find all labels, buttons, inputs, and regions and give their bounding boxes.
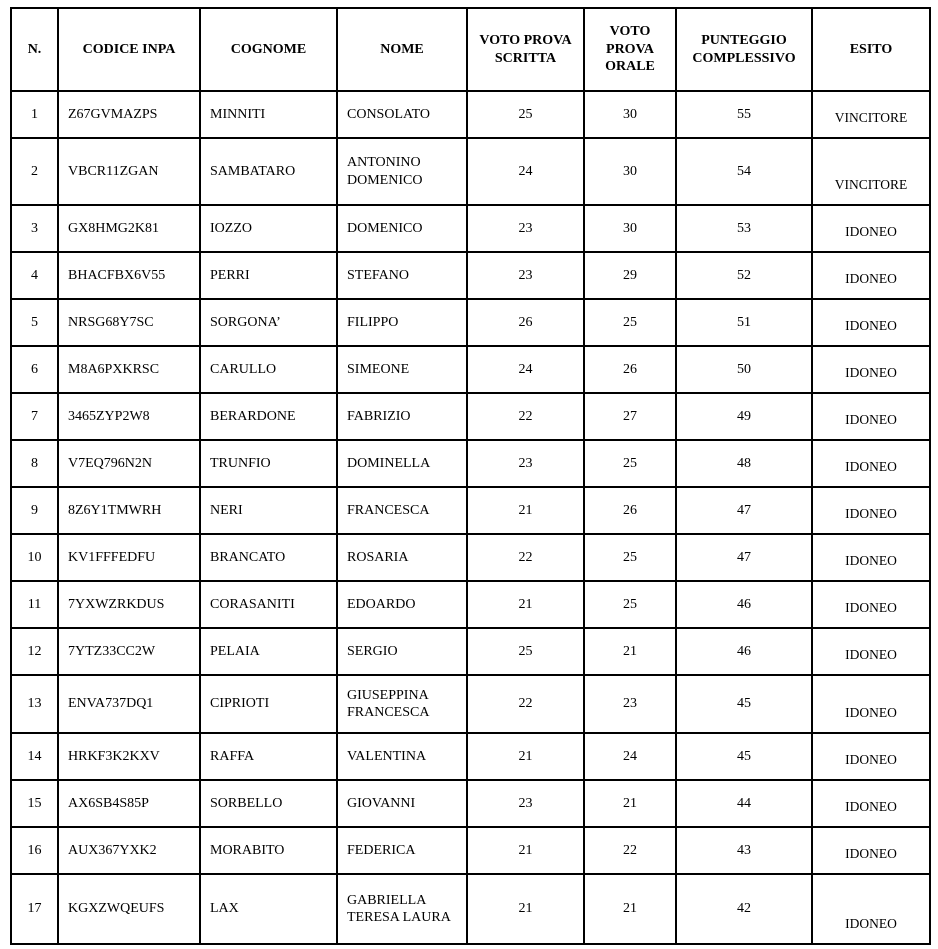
cell-cognome: BRANCATO bbox=[200, 534, 337, 581]
cell-voto_scritta: 25 bbox=[467, 628, 584, 675]
cell-voto_scritta: 21 bbox=[467, 874, 584, 944]
cell-nome: EDOARDO bbox=[337, 581, 467, 628]
header-punteggio-complessivo: PUNTEGGIO COMPLESSIVO bbox=[676, 8, 812, 91]
table-row bbox=[11, 205, 930, 252]
cell-voto_scritta: 25 bbox=[467, 91, 584, 138]
cell-nome: FABRIZIO bbox=[337, 393, 467, 440]
cell-voto_orale: 30 bbox=[584, 205, 676, 252]
cell-punteggio: 50 bbox=[676, 346, 812, 393]
cell-cognome: CIPRIOTI bbox=[200, 675, 337, 733]
cell-esito: IDONEO bbox=[812, 733, 930, 780]
cell-voto_orale: 25 bbox=[584, 299, 676, 346]
cell-esito: IDONEO bbox=[812, 205, 930, 252]
cell-codice: 7YTZ33CC2W bbox=[58, 628, 200, 675]
cell-codice: BHACFBX6V55 bbox=[58, 252, 200, 299]
cell-voto_orale: 21 bbox=[584, 874, 676, 944]
cell-nome: CONSOLATO bbox=[337, 91, 467, 138]
cell-voto_scritta: 21 bbox=[467, 487, 584, 534]
table-row bbox=[11, 440, 930, 487]
cell-n: 13 bbox=[11, 675, 58, 733]
header-voto-prova-scritta: VOTO PROVA SCRITTA bbox=[467, 8, 584, 91]
cell-codice: AX6SB4S85P bbox=[58, 780, 200, 827]
cell-nome: STEFANO bbox=[337, 252, 467, 299]
cell-codice: V7EQ796N2N bbox=[58, 440, 200, 487]
cell-n: 10 bbox=[11, 534, 58, 581]
table-row bbox=[11, 393, 930, 440]
cell-codice: ENVA737DQ1 bbox=[58, 675, 200, 733]
cell-voto_orale: 21 bbox=[584, 780, 676, 827]
table-header bbox=[11, 8, 930, 91]
cell-voto_orale: 30 bbox=[584, 91, 676, 138]
cell-punteggio: 55 bbox=[676, 91, 812, 138]
cell-nome: ANTONINO DOMENICO bbox=[337, 138, 467, 205]
cell-codice: KV1FFFEDFU bbox=[58, 534, 200, 581]
cell-nome: DOMINELLA bbox=[337, 440, 467, 487]
cell-punteggio: 46 bbox=[676, 628, 812, 675]
cell-nome: FRANCESCA bbox=[337, 487, 467, 534]
header-cognome: COGNOME bbox=[200, 8, 337, 91]
cell-codice: KGXZWQEUFS bbox=[58, 874, 200, 944]
cell-voto_scritta: 22 bbox=[467, 534, 584, 581]
cell-esito: IDONEO bbox=[812, 299, 930, 346]
header-voto-prova-orale: VOTO PROVA ORALE bbox=[584, 8, 676, 91]
cell-codice: VBCR11ZGAN bbox=[58, 138, 200, 205]
cell-cognome: RAFFA bbox=[200, 733, 337, 780]
cell-n: 17 bbox=[11, 874, 58, 944]
cell-voto_orale: 22 bbox=[584, 827, 676, 874]
cell-cognome: MORABITO bbox=[200, 827, 337, 874]
cell-nome: GIOVANNI bbox=[337, 780, 467, 827]
cell-voto_scritta: 23 bbox=[467, 252, 584, 299]
cell-nome: GABRIELLA TERESA LAURA bbox=[337, 874, 467, 944]
cell-n: 5 bbox=[11, 299, 58, 346]
results-tbody bbox=[11, 91, 930, 944]
cell-n: 7 bbox=[11, 393, 58, 440]
cell-voto_scritta: 22 bbox=[467, 393, 584, 440]
cell-cognome: NERI bbox=[200, 487, 337, 534]
cell-voto_scritta: 21 bbox=[467, 827, 584, 874]
header-esito: ESITO bbox=[812, 8, 930, 91]
cell-esito: IDONEO bbox=[812, 675, 930, 733]
cell-voto_orale: 29 bbox=[584, 252, 676, 299]
table-row bbox=[11, 581, 930, 628]
cell-punteggio: 53 bbox=[676, 205, 812, 252]
cell-codice: HRKF3K2KXV bbox=[58, 733, 200, 780]
results-table bbox=[10, 7, 931, 945]
cell-esito: IDONEO bbox=[812, 487, 930, 534]
cell-n: 2 bbox=[11, 138, 58, 205]
cell-n: 8 bbox=[11, 440, 58, 487]
cell-n: 14 bbox=[11, 733, 58, 780]
cell-cognome: SAMBATARO bbox=[200, 138, 337, 205]
cell-voto_scritta: 22 bbox=[467, 675, 584, 733]
cell-voto_scritta: 26 bbox=[467, 299, 584, 346]
cell-esito: IDONEO bbox=[812, 827, 930, 874]
cell-punteggio: 45 bbox=[676, 733, 812, 780]
cell-cognome: CARULLO bbox=[200, 346, 337, 393]
cell-punteggio: 44 bbox=[676, 780, 812, 827]
table-row bbox=[11, 628, 930, 675]
cell-voto_scritta: 23 bbox=[467, 440, 584, 487]
cell-esito: IDONEO bbox=[812, 440, 930, 487]
cell-cognome: LAX bbox=[200, 874, 337, 944]
cell-voto_orale: 26 bbox=[584, 346, 676, 393]
header-codice-inpa: CODICE INPA bbox=[58, 8, 200, 91]
cell-voto_scritta: 24 bbox=[467, 138, 584, 205]
cell-punteggio: 47 bbox=[676, 534, 812, 581]
cell-cognome: TRUNFIO bbox=[200, 440, 337, 487]
table-row bbox=[11, 733, 930, 780]
cell-nome: GIUSEPPINA FRANCESCA bbox=[337, 675, 467, 733]
cell-voto_orale: 25 bbox=[584, 440, 676, 487]
cell-n: 3 bbox=[11, 205, 58, 252]
table-row bbox=[11, 534, 930, 581]
table-row bbox=[11, 346, 930, 393]
cell-n: 16 bbox=[11, 827, 58, 874]
cell-codice: 3465ZYP2W8 bbox=[58, 393, 200, 440]
header-row bbox=[11, 8, 930, 91]
table-row bbox=[11, 780, 930, 827]
cell-voto_scritta: 21 bbox=[467, 733, 584, 780]
cell-voto_orale: 25 bbox=[584, 534, 676, 581]
cell-esito: IDONEO bbox=[812, 252, 930, 299]
cell-codice: NRSG68Y7SC bbox=[58, 299, 200, 346]
cell-esito: IDONEO bbox=[812, 780, 930, 827]
cell-cognome: MINNITI bbox=[200, 91, 337, 138]
table-row bbox=[11, 827, 930, 874]
cell-punteggio: 54 bbox=[676, 138, 812, 205]
cell-codice: GX8HMG2K81 bbox=[58, 205, 200, 252]
cell-punteggio: 49 bbox=[676, 393, 812, 440]
cell-nome: FILIPPO bbox=[337, 299, 467, 346]
cell-esito: IDONEO bbox=[812, 874, 930, 944]
header-n: N. bbox=[11, 8, 58, 91]
cell-cognome: CORASANITI bbox=[200, 581, 337, 628]
cell-punteggio: 42 bbox=[676, 874, 812, 944]
table-row bbox=[11, 91, 930, 138]
cell-esito: VINCITORE bbox=[812, 91, 930, 138]
cell-cognome: PELAIA bbox=[200, 628, 337, 675]
cell-voto_orale: 24 bbox=[584, 733, 676, 780]
cell-nome: SIMEONE bbox=[337, 346, 467, 393]
cell-voto_scritta: 21 bbox=[467, 581, 584, 628]
cell-punteggio: 43 bbox=[676, 827, 812, 874]
table-row bbox=[11, 299, 930, 346]
cell-voto_orale: 25 bbox=[584, 581, 676, 628]
cell-nome: VALENTINA bbox=[337, 733, 467, 780]
cell-nome: SERGIO bbox=[337, 628, 467, 675]
cell-nome: FEDERICA bbox=[337, 827, 467, 874]
cell-voto_orale: 30 bbox=[584, 138, 676, 205]
cell-esito: IDONEO bbox=[812, 534, 930, 581]
cell-voto_scritta: 24 bbox=[467, 346, 584, 393]
cell-cognome: SORBELLO bbox=[200, 780, 337, 827]
table-row bbox=[11, 874, 930, 944]
table-row bbox=[11, 487, 930, 534]
cell-esito: IDONEO bbox=[812, 346, 930, 393]
cell-cognome: BERARDONE bbox=[200, 393, 337, 440]
cell-esito: IDONEO bbox=[812, 581, 930, 628]
cell-esito: IDONEO bbox=[812, 628, 930, 675]
cell-punteggio: 45 bbox=[676, 675, 812, 733]
cell-nome: DOMENICO bbox=[337, 205, 467, 252]
cell-cognome: PERRI bbox=[200, 252, 337, 299]
table-row bbox=[11, 252, 930, 299]
cell-voto_orale: 27 bbox=[584, 393, 676, 440]
cell-cognome: IOZZO bbox=[200, 205, 337, 252]
cell-codice: 8Z6Y1TMWRH bbox=[58, 487, 200, 534]
header-nome: NOME bbox=[337, 8, 467, 91]
cell-esito: IDONEO bbox=[812, 393, 930, 440]
cell-codice: 7YXWZRKDUS bbox=[58, 581, 200, 628]
cell-punteggio: 48 bbox=[676, 440, 812, 487]
cell-voto_orale: 21 bbox=[584, 628, 676, 675]
cell-punteggio: 52 bbox=[676, 252, 812, 299]
cell-n: 15 bbox=[11, 780, 58, 827]
cell-n: 11 bbox=[11, 581, 58, 628]
cell-esito: VINCITORE bbox=[812, 138, 930, 205]
cell-voto_scritta: 23 bbox=[467, 205, 584, 252]
cell-punteggio: 47 bbox=[676, 487, 812, 534]
cell-voto_orale: 26 bbox=[584, 487, 676, 534]
cell-n: 4 bbox=[11, 252, 58, 299]
cell-n: 1 bbox=[11, 91, 58, 138]
cell-codice: AUX367YXK2 bbox=[58, 827, 200, 874]
cell-n: 9 bbox=[11, 487, 58, 534]
cell-cognome: SORGONA’ bbox=[200, 299, 337, 346]
cell-nome: ROSARIA bbox=[337, 534, 467, 581]
cell-n: 12 bbox=[11, 628, 58, 675]
cell-punteggio: 51 bbox=[676, 299, 812, 346]
cell-codice: Z67GVMAZPS bbox=[58, 91, 200, 138]
cell-voto_scritta: 23 bbox=[467, 780, 584, 827]
table-row bbox=[11, 675, 930, 733]
cell-punteggio: 46 bbox=[676, 581, 812, 628]
table-row bbox=[11, 138, 930, 205]
cell-codice: M8A6PXKRSC bbox=[58, 346, 200, 393]
cell-n: 6 bbox=[11, 346, 58, 393]
cell-voto_orale: 23 bbox=[584, 675, 676, 733]
